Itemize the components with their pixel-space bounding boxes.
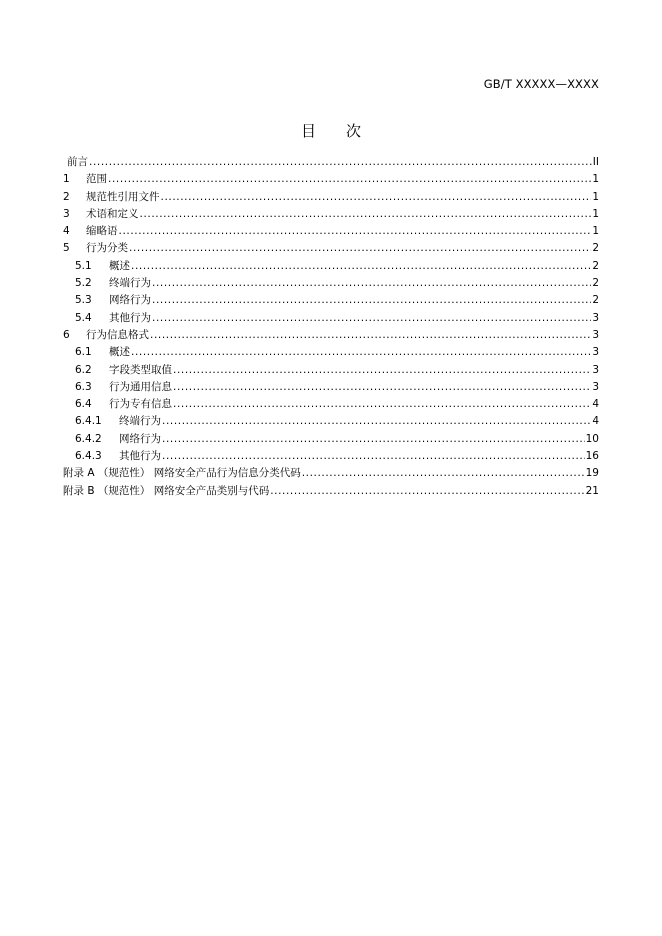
toc-entry-number: 2 — [63, 190, 70, 203]
toc-entry-title: 概述 — [109, 346, 130, 359]
toc-entry[interactable] — [63, 310, 599, 327]
toc-entry-number: 5 — [63, 242, 70, 255]
toc-entry-title: 概述 — [109, 259, 130, 272]
toc-entry[interactable] — [63, 396, 599, 413]
toc-entry-title: 其他行为 — [109, 311, 151, 324]
toc-title: 目 次 — [300, 122, 361, 140]
toc-entry-title: 字段类型取值 — [109, 363, 172, 376]
toc-entry-title: 终端行为 — [109, 277, 151, 290]
toc-entry-page: 3 — [592, 363, 599, 376]
toc-entry[interactable] — [63, 292, 599, 309]
toc-entry-title: 行为专有信息 — [109, 398, 172, 411]
toc-dot-leader — [152, 275, 591, 292]
toc-dot-leader — [89, 154, 592, 171]
toc-entry-number: 1 — [63, 173, 70, 186]
toc-entry-title: 术语和定义 — [86, 207, 139, 220]
toc-entry-page: 19 — [585, 467, 599, 480]
toc-entry[interactable] — [63, 448, 599, 465]
toc-entry-number: 6.4.3 — [75, 450, 102, 463]
toc-entry-title: 规范性引用文件 — [86, 190, 160, 203]
toc-dot-leader — [129, 240, 591, 257]
table-of-contents — [63, 154, 599, 500]
toc-entry-title: 网络行为 — [119, 432, 161, 445]
toc-entry-number: 6.4 — [75, 398, 92, 411]
toc-entry-page: 2 — [592, 294, 599, 307]
toc-entry-title: 其他行为 — [119, 450, 161, 463]
toc-entry-title: 附录 B （规范性） 网络安全产品类别与代码 — [63, 484, 270, 497]
toc-dot-leader — [152, 310, 591, 327]
toc-entry-number: 6.1 — [75, 346, 92, 359]
toc-dot-leader — [173, 362, 591, 379]
toc-entry[interactable] — [63, 327, 599, 344]
toc-entry[interactable] — [63, 465, 599, 482]
toc-entry-number: 6.4.1 — [75, 415, 102, 428]
toc-entry[interactable] — [63, 189, 599, 206]
toc-dot-leader — [131, 344, 591, 361]
toc-entry-title: 前言 — [67, 156, 88, 168]
toc-entry-page: 3 — [592, 311, 599, 324]
toc-entry-title: 网络行为 — [109, 294, 151, 307]
toc-entry-page: 2 — [592, 277, 599, 290]
toc-entry-number: 5.3 — [75, 294, 92, 307]
toc-entry-title: 行为通用信息 — [109, 380, 172, 393]
toc-entry-title: 缩略语 — [86, 225, 118, 238]
toc-entry-title: 终端行为 — [119, 415, 161, 428]
toc-entry[interactable] — [63, 275, 599, 292]
toc-entry-page: 16 — [585, 450, 599, 463]
toc-entry[interactable] — [63, 171, 599, 188]
toc-entry-page: 1 — [592, 190, 599, 203]
toc-entry-page: II — [592, 156, 599, 168]
toc-dot-leader — [108, 171, 591, 188]
toc-dot-leader — [131, 258, 591, 275]
toc-entry-number: 3 — [63, 207, 70, 220]
toc-dot-leader — [140, 206, 592, 223]
toc-entry-title: 行为信息格式 — [86, 328, 149, 341]
toc-dot-leader — [161, 189, 592, 206]
toc-entry-page: 1 — [592, 173, 599, 186]
toc-entry[interactable] — [63, 240, 599, 257]
toc-entry-title: 行为分类 — [86, 242, 128, 255]
toc-entry-page: 3 — [592, 346, 599, 359]
toc-entry-page: 2 — [592, 259, 599, 272]
toc-entry[interactable] — [63, 258, 599, 275]
toc-entry-page: 4 — [592, 398, 599, 411]
toc-dot-leader — [152, 292, 591, 309]
toc-entry[interactable] — [63, 362, 599, 379]
standard-code: GB/T XXXXX—XXXX — [483, 77, 599, 91]
toc-entry[interactable] — [63, 154, 599, 171]
toc-entry[interactable] — [63, 483, 599, 500]
toc-entry-page: 3 — [592, 380, 599, 393]
toc-entry[interactable] — [63, 344, 599, 361]
toc-entry-number: 6.3 — [75, 380, 92, 393]
toc-entry[interactable] — [63, 379, 599, 396]
toc-entry[interactable] — [63, 413, 599, 430]
toc-entry[interactable] — [63, 431, 599, 448]
toc-entry-number: 5.4 — [75, 311, 92, 324]
toc-entry[interactable] — [63, 206, 599, 223]
toc-dot-leader — [162, 413, 591, 430]
toc-dot-leader — [162, 448, 585, 465]
toc-entry-page: 10 — [585, 432, 599, 445]
toc-entry-page: 4 — [592, 415, 599, 428]
toc-entry-page: 2 — [592, 242, 599, 255]
toc-entry-number: 6.2 — [75, 363, 92, 376]
toc-entry-page: 21 — [585, 484, 599, 497]
toc-entry-title: 范围 — [86, 173, 107, 186]
toc-entry-page: 1 — [592, 207, 599, 220]
toc-dot-leader — [270, 483, 584, 500]
toc-entry-number: 6 — [63, 328, 70, 341]
toc-dot-leader — [173, 396, 591, 413]
toc-entry-title: 附录 A （规范性） 网络安全产品行为信息分类代码 — [63, 467, 301, 480]
toc-entry-page: 3 — [592, 328, 599, 341]
toc-dot-leader — [162, 431, 585, 448]
toc-dot-leader — [150, 327, 591, 344]
toc-dot-leader — [302, 465, 585, 482]
toc-entry[interactable] — [63, 223, 599, 240]
toc-dot-leader — [119, 223, 592, 240]
toc-entry-page: 1 — [592, 225, 599, 238]
toc-entry-number: 4 — [63, 225, 70, 238]
toc-entry-number: 6.4.2 — [75, 432, 102, 445]
toc-dot-leader — [173, 379, 591, 396]
toc-entry-number: 5.2 — [75, 277, 92, 290]
toc-entry-number: 5.1 — [75, 259, 92, 272]
